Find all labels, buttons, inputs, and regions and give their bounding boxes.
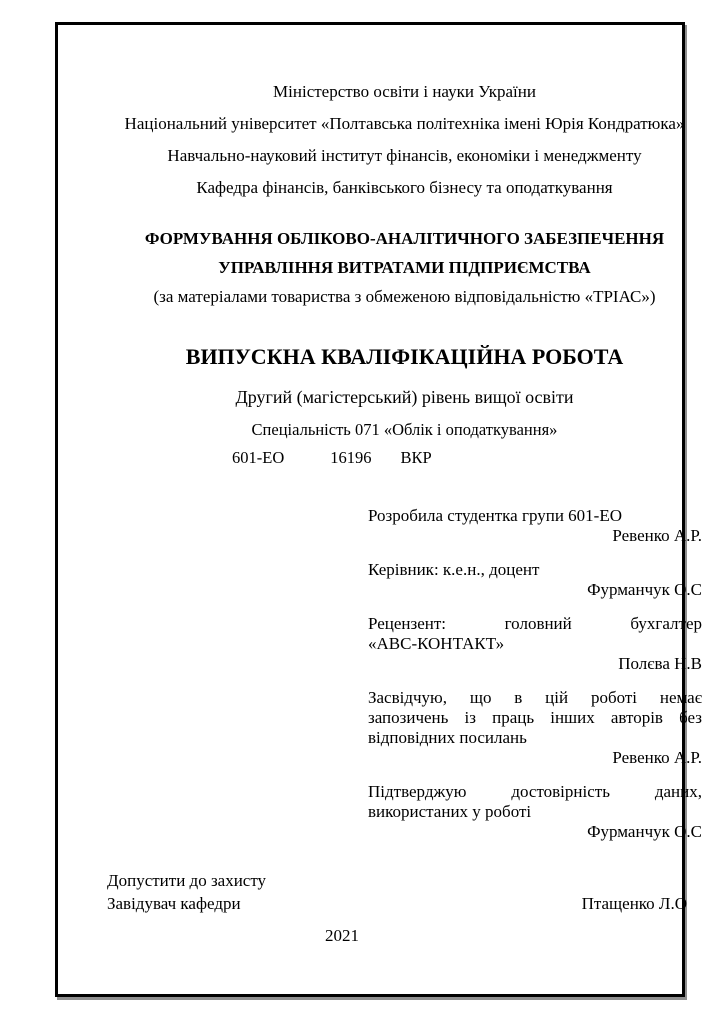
head-of-department-row: [107, 894, 687, 914]
admit-to-defense-line: Допустити до захисту: [107, 871, 267, 890]
reviewer-line-1: Рецензент: головний бухгалтер: [368, 614, 702, 633]
declaration-line-1: Засвідчую, що в цій роботі немає: [368, 688, 702, 707]
developer-name: Ревенко А.Р.: [612, 526, 702, 545]
confirmation-line-2: використаних у роботі: [368, 802, 532, 821]
declaration-paragraph: [368, 688, 702, 768]
degree-level-line: Другий (магістерський) рівень вищої освіти: [235, 387, 574, 407]
thesis-title-line-1: ФОРМУВАННЯ ОБЛІКОВО-АНАЛІТИЧНОГО ЗАБЕЗПЕЧЕННЯ: [144, 229, 665, 248]
head-of-department-name: Птащенко Л.О: [581, 894, 687, 913]
thesis-title-block: [107, 224, 702, 311]
document-header: [107, 76, 702, 204]
reviewer-line-2: «АВС-КОНТАКТ»: [368, 634, 505, 653]
year-line: 2021: [325, 926, 359, 945]
work-code: ВКР: [400, 448, 432, 467]
developer-paragraph: [368, 506, 702, 546]
declaration-line-3: відповідних посилань: [368, 728, 527, 747]
declaration-line-2: запозичень із праць інших авторів без: [368, 708, 702, 727]
signature-block: [368, 506, 702, 842]
developer-label: Розробила студентка групи 601-ЕО: [368, 506, 622, 525]
work-type-title: ВИПУСКНА КВАЛІФІКАЦІЙНА РОБОТА: [185, 344, 624, 369]
specialty-line: Спеціальність 071 «Облік і оподаткування»: [251, 420, 558, 439]
thesis-title-line-2: УПРАВЛІННЯ ВИТРАТАМИ ПІДПРИЄМСТВА: [218, 258, 591, 277]
supervisor-label: Керівник: к.е.н., доцент: [368, 560, 540, 579]
confirmation-paragraph: [368, 782, 702, 842]
declaration-name: Ревенко А.Р.: [612, 748, 702, 767]
head-of-department-label: Завідувач кафедри: [107, 894, 241, 913]
codes-row: [232, 448, 432, 468]
university-line: Національний університет «Полтавська політехніка імені Юрія Кондратюка»: [124, 114, 685, 133]
group-code: 601-ЕО: [232, 448, 285, 467]
reviewer-name: Полєва Н.В: [618, 654, 702, 673]
institute-line: Навчально-науковий інститут фінансів, економіки і менеджменту: [167, 146, 642, 165]
department-line: Кафедра фінансів, банківського бізнесу та оподаткування: [196, 178, 613, 197]
thesis-subtitle: (за матеріалами товариства з обмеженою відповідальністю «ТРІАС»): [153, 287, 656, 306]
confirmation-line-1: Підтверджую достовірність даних,: [368, 782, 702, 801]
confirmation-name: Фурманчук О.С: [587, 822, 702, 841]
supervisor-name: Фурманчук О.С: [587, 580, 702, 599]
ministry-line: Міністерство освіти і науки України: [273, 82, 536, 101]
supervisor-paragraph: [368, 560, 702, 600]
record-number: 16196: [330, 448, 372, 467]
reviewer-paragraph: [368, 614, 702, 674]
